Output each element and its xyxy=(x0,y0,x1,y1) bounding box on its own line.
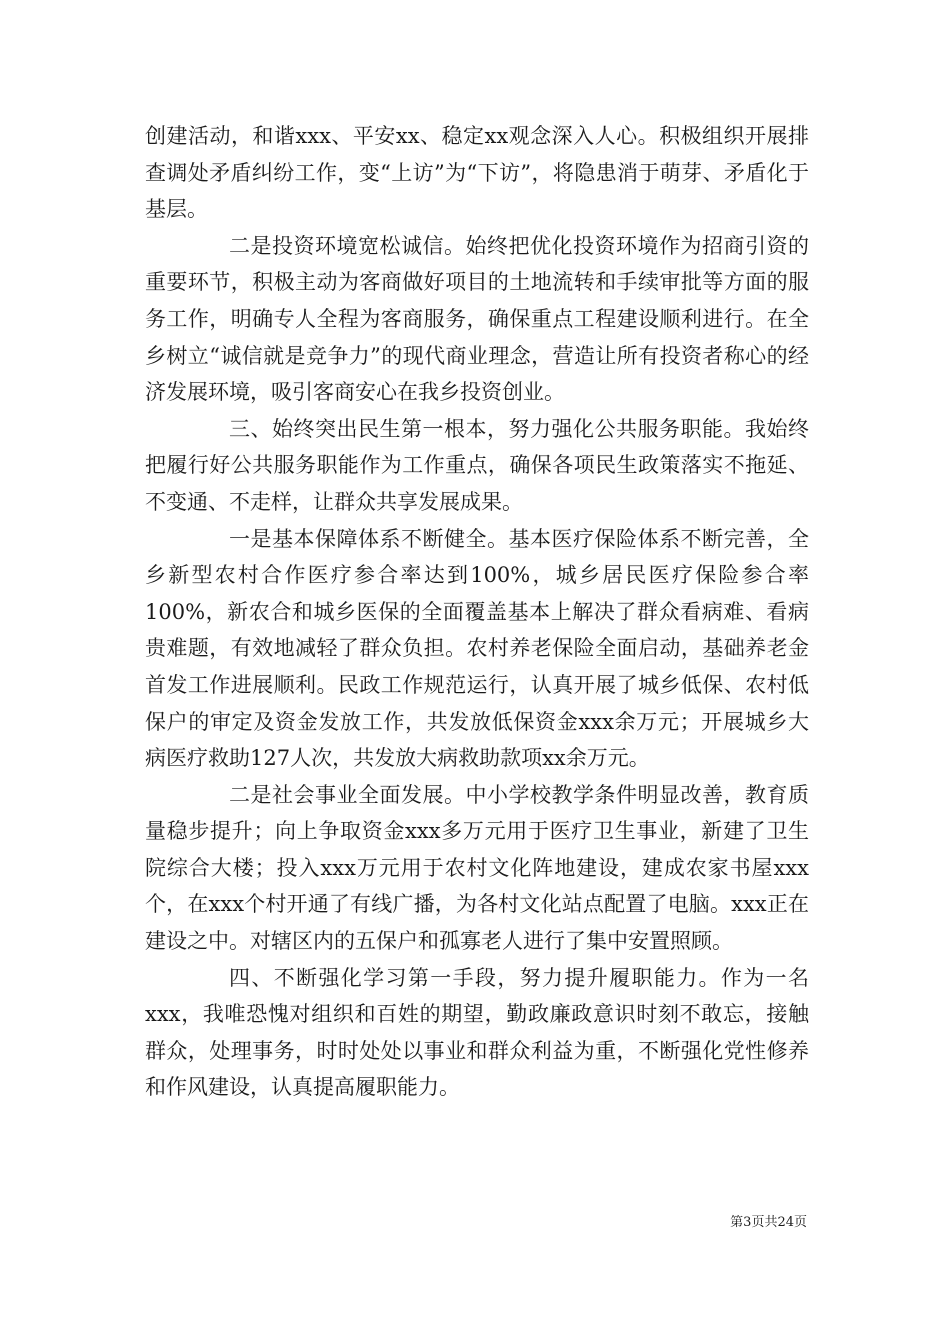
paragraph-basic-security: 一是基本保障体系不断健全。基本医疗保险体系不断完善，全乡新型农村合作医疗参合率达到100%，城乡居民医疗保险参合率100%，新农合和城乡医保的全面覆盖基本上解决了群众看病难、看病贵难题，有效地减轻了群众负担。农村养老保险全面启动，基础养老金首发工作进展顺利。民政工作规范运行，认真开展了城乡低保、农村低保户的审定及资金发放工作，共发放低保资金xxx余万元；开展城乡大病医疗救助127人次，共发放大病救助款项xx余万元。 xyxy=(145,526,809,771)
paragraph-social-undertakings: 二是社会事业全面发展。中小学校教学条件明显改善，教育质量稳步提升；向上争取资金xxx多万元用于医疗卫生事业，新建了卫生院综合大楼；投入xxx万元用于农村文化阵地建设，建成农家书屋xxx个，在xxx个村开通了有线广播，为各村文化站点配置了电脑。xxx正在建设之中。对辖区内的五保户和孤寡老人进行了集中安置照顾。 xyxy=(145,782,809,954)
page-number-footer: 第3页共24页 xyxy=(730,1215,807,1230)
paragraph-section-four-heading: 四、不断强化学习第一手段，努力提升履职能力。作为一名xxx，我唯恐愧对组织和百姓的期望，勤政廉政意识时刻不敢忘，接触群众，处理事务，时时处处以事业和群众利益为重，不断强化党性修养和作风建设，认真提高履职能力。 xyxy=(145,965,809,1100)
paragraph-investment-environment: 二是投资环境宽松诚信。始终把优化投资环境作为招商引资的重要环节，积极主动为客商做好项目的土地流转和手续审批等方面的服务工作，明确专人全程为客商服务，确保重点工程建设顺利进行。在全乡树立“诚信就是竞争力”的现代商业理念，营造让所有投资者称心的经济发展环境，吸引客商安心在我乡投资创业。 xyxy=(145,233,809,405)
paragraph-section-three-heading: 三、始终突出民生第一根本，努力强化公共服务职能。我始终把履行好公共服务职能作为工作重点，确保各项民生政策落实不拖延、不变通、不走样，让群众共享发展成果。 xyxy=(145,416,809,514)
document-body xyxy=(145,118,809,1106)
paragraph-continued: 创建活动，和谐xxx、平安xx、稳定xx观念深入人心。积极组织开展排查调处矛盾纠纷工作，变“上访”为“下访”，将隐患消于萌芽、矛盾化于基层。 xyxy=(145,124,809,222)
